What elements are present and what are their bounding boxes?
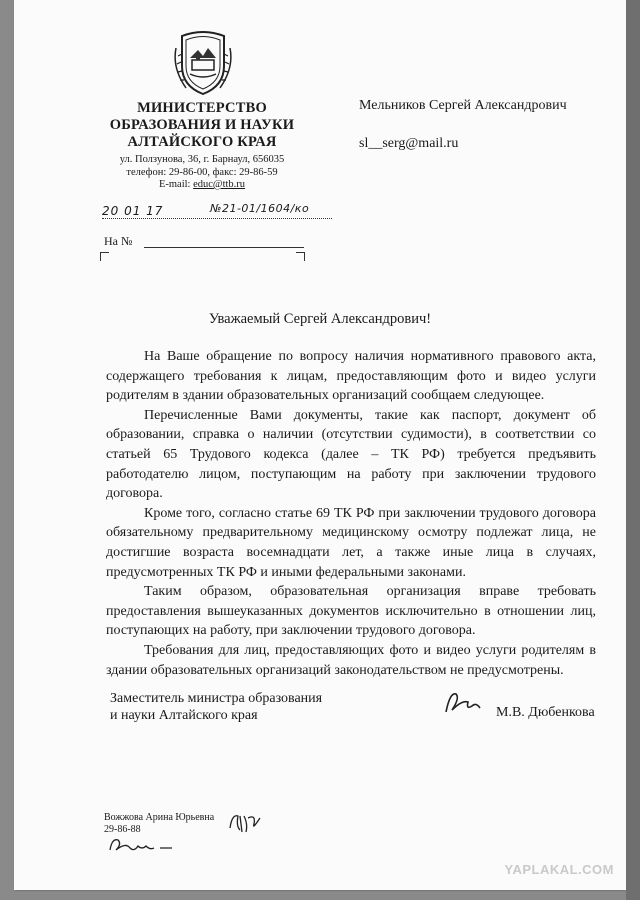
signatory-name: М.В. Дюбенкова xyxy=(496,705,595,720)
ministry-name xyxy=(94,100,310,151)
address-bracket-right xyxy=(296,252,305,261)
paragraph: Кроме того, согласно статье 69 ТК РФ при заключении трудового договора обязательному предварительному медицинскому осмотру подлежат лица, не достигшие возраста восемнадцати лет, а также иные лица в случаях, предусмотренных ТК РФ и иными федеральными законами. xyxy=(106,505,596,580)
registration-date: 20 01 17 xyxy=(102,204,164,218)
letter-body xyxy=(106,347,596,680)
paragraph: Таким образом, образовательная организация вправе требовать предоставления вышеуказанных документов исключительно в отношении лиц, поступающих на работу, при заключении трудового договора. xyxy=(106,584,596,639)
reference-number-label: На № xyxy=(104,234,133,248)
ministry-phone: телефон: 29-86-00, факс: 29-86-59 xyxy=(126,166,278,178)
email-link[interactable]: educ@ttb.ru xyxy=(193,179,246,190)
scan-edge xyxy=(626,0,640,900)
site-watermark: YAPLAKAL.COM xyxy=(504,862,614,877)
recipient-email: sl__serg@mail.ru xyxy=(359,136,459,151)
ministry-address: ул. Ползунова, 36, г. Барнаул, 656035 xyxy=(119,154,285,165)
executor-info xyxy=(104,812,214,836)
handwritten-signature-icon xyxy=(442,688,482,718)
ministry-line-3: АЛТАЙСКОГО КРАЯ xyxy=(127,134,277,150)
ministry-line-1: МИНИСТЕРСТВО xyxy=(137,100,267,116)
signatory-title-line-1: Заместитель министра образования xyxy=(110,691,323,706)
reference-number-line xyxy=(144,247,304,248)
initials-scribble-icon xyxy=(226,810,266,836)
paragraph: Требования для лиц, предоставляющих фото и видео услуги родителям в здании образовательных организаций законодательством не предусмотрены. xyxy=(106,642,596,678)
handwritten-scribble-icon xyxy=(106,834,176,856)
registration-number: №21-01/1604/ко xyxy=(210,202,310,215)
coat-of-arms-icon xyxy=(172,28,234,98)
address-bracket-left xyxy=(100,252,109,261)
ministry-line-2: ОБРАЗОВАНИЯ И НАУКИ xyxy=(109,117,295,133)
recipient-name: Мельников Сергей Александрович xyxy=(359,98,567,113)
paragraph: Перечисленные Вами документы, такие как паспорт, документ об образовании, справка о наличии (отсутствии судимости), в соответствии со статьей 65 Трудового кодекса (далее – ТК РФ) требуется предъявить работодателю лицом, поступающим на работу при заключении трудового договора. xyxy=(106,407,596,502)
email-label: E-mail: xyxy=(158,179,194,190)
executor-name: Вожжова Арина Юрьевна xyxy=(104,812,215,823)
letter-page xyxy=(14,0,626,890)
ministry-contacts xyxy=(94,154,310,192)
signatory-title-line-2: и науки Алтайского края xyxy=(110,708,258,723)
ministry-email xyxy=(94,179,310,192)
signatory-title xyxy=(110,690,322,724)
paragraph: На Ваше обращение по вопросу наличия нормативного правового акта, содержащего требования к лицам, предоставляющим фото и видео услуги родителям в здании образовательных организаций сообщаем следующее. xyxy=(106,349,596,404)
executor-phone: 29-86-88 xyxy=(104,824,141,835)
greeting: Уважаемый Сергей Александрович! xyxy=(208,311,432,327)
registration-line xyxy=(102,218,332,219)
